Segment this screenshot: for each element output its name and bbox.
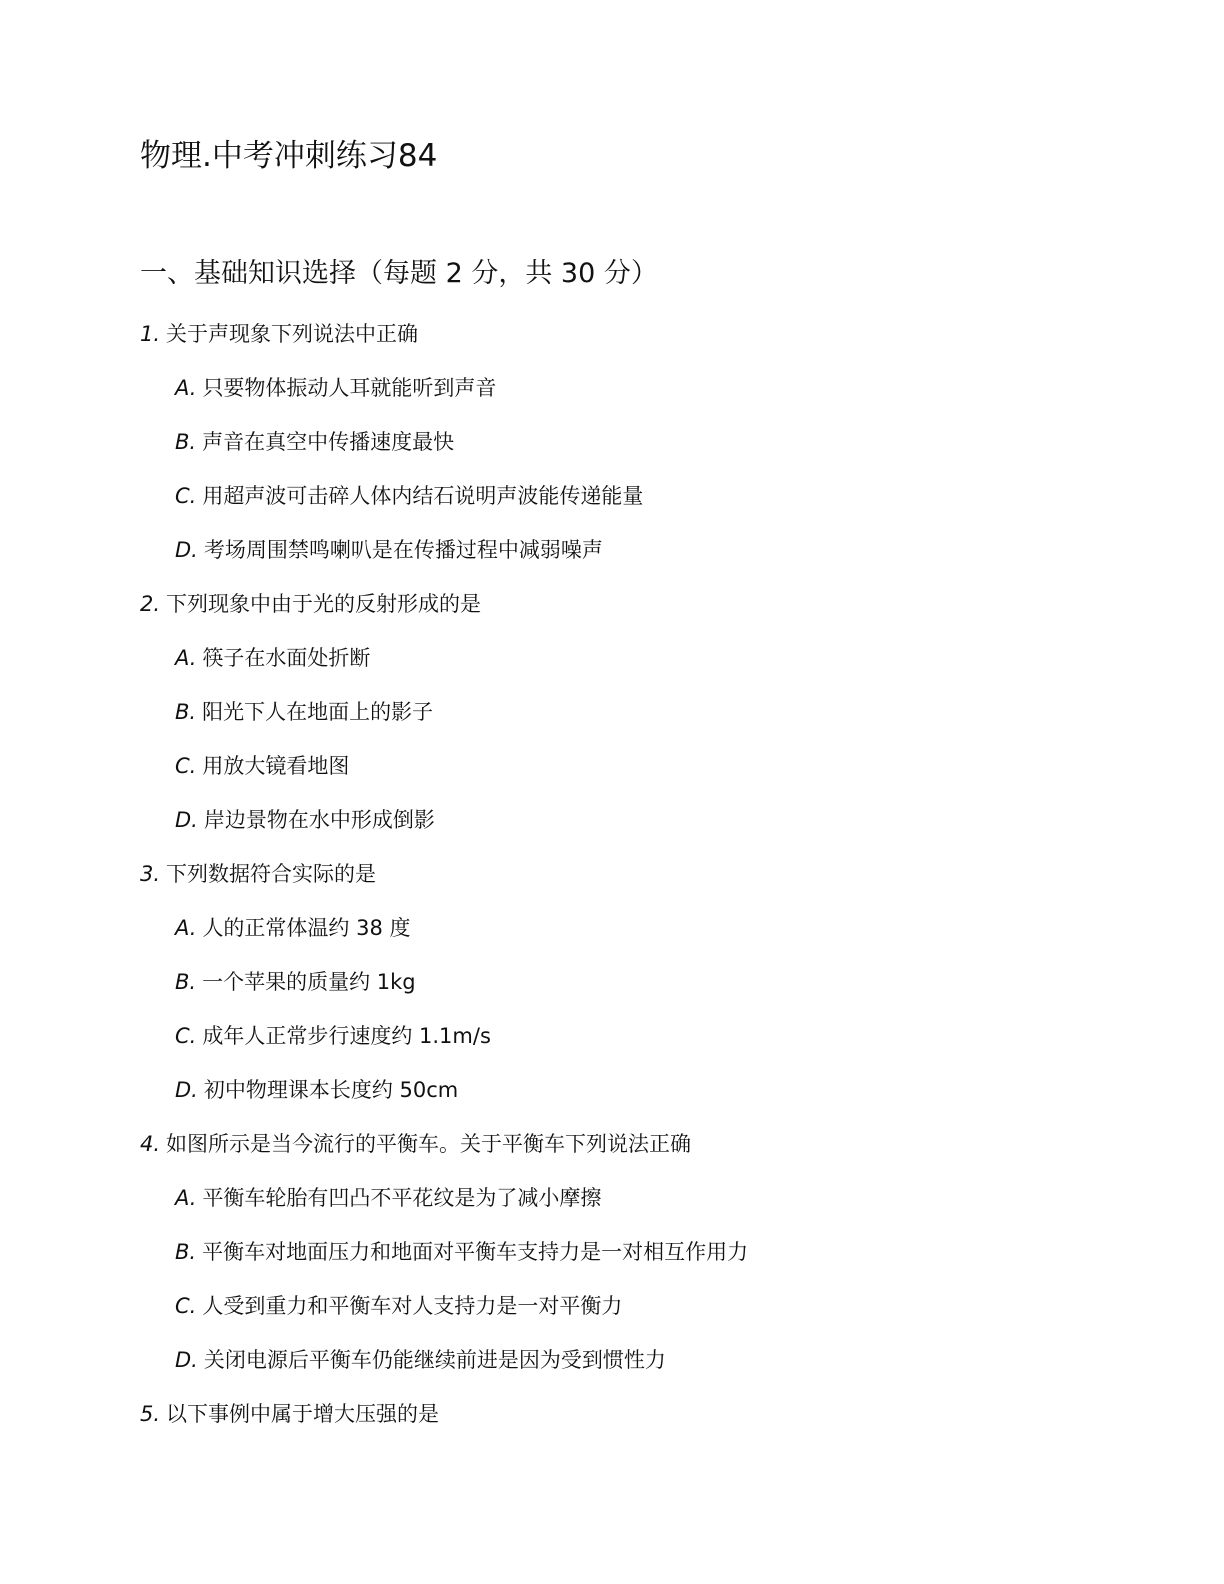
option-text: 用放大镜看地图 <box>202 754 350 778</box>
question-4 <box>140 1129 691 1159</box>
question-number: 5. <box>140 1402 161 1426</box>
document-title: 物理.中考冲刺练习84 <box>140 138 438 174</box>
option-text: 成年人正常步行速度约 1.1m/s <box>202 1024 491 1048</box>
option-letter: A. <box>175 376 197 400</box>
question-1 <box>140 319 418 349</box>
question-number: 3. <box>140 862 161 886</box>
option-letter: D. <box>175 1078 198 1102</box>
option-letter: A. <box>175 646 197 670</box>
question-text: 下列数据符合实际的是 <box>166 862 377 886</box>
question-1-option-c <box>175 481 643 511</box>
question-text: 关于声现象下列说法中正确 <box>166 322 419 346</box>
option-letter: B. <box>175 1240 197 1264</box>
option-letter: C. <box>175 1294 197 1318</box>
option-letter: A. <box>175 916 197 940</box>
question-1-option-b <box>175 427 454 457</box>
option-letter: C. <box>175 754 197 778</box>
question-4-option-c <box>175 1291 622 1321</box>
question-3 <box>140 859 376 889</box>
question-2-option-c <box>175 751 349 781</box>
option-text: 只要物体振动人耳就能听到声音 <box>202 376 497 400</box>
question-4-option-a <box>175 1183 601 1213</box>
question-5 <box>140 1399 439 1429</box>
question-text: 以下事例中属于增大压强的是 <box>166 1402 440 1426</box>
question-3-option-b <box>175 967 416 997</box>
option-letter: D. <box>175 1348 198 1372</box>
option-letter: D. <box>175 808 198 832</box>
question-4-option-b <box>175 1237 748 1267</box>
question-1-option-a <box>175 373 496 403</box>
question-number: 4. <box>140 1132 161 1156</box>
option-letter: B. <box>175 430 197 454</box>
option-letter: C. <box>175 484 197 508</box>
option-text: 声音在真空中传播速度最快 <box>202 430 455 454</box>
option-letter: B. <box>175 970 197 994</box>
question-3-option-d <box>175 1075 458 1105</box>
option-text: 筷子在水面处折断 <box>202 646 371 670</box>
option-text: 岸边景物在水中形成倒影 <box>203 808 435 832</box>
option-text: 平衡车轮胎有凹凸不平花纹是为了减小摩擦 <box>202 1186 602 1210</box>
question-3-option-c <box>175 1021 491 1051</box>
option-text: 关闭电源后平衡车仍能继续前进是因为受到惯性力 <box>203 1348 666 1372</box>
option-letter: C. <box>175 1024 197 1048</box>
question-4-option-d <box>175 1345 666 1375</box>
question-text: 下列现象中由于光的反射形成的是 <box>166 592 482 616</box>
option-text: 用超声波可击碎人体内结石说明声波能传递能量 <box>202 484 644 508</box>
question-2 <box>140 589 481 619</box>
question-2-option-b <box>175 697 433 727</box>
option-text: 平衡车对地面压力和地面对平衡车支持力是一对相互作用力 <box>202 1240 749 1264</box>
question-1-option-d <box>175 535 603 565</box>
question-number: 2. <box>140 592 161 616</box>
option-text: 一个苹果的质量约 1kg <box>202 970 416 994</box>
option-letter: A. <box>175 1186 197 1210</box>
question-2-option-a <box>175 643 370 673</box>
question-number: 1. <box>140 322 161 346</box>
option-text: 人受到重力和平衡车对人支持力是一对平衡力 <box>202 1294 623 1318</box>
option-text: 初中物理课本长度约 50cm <box>203 1078 459 1102</box>
section-heading: 一、基础知识选择（每题 2 分，共 30 分） <box>140 258 658 289</box>
question-2-option-d <box>175 805 435 835</box>
option-letter: B. <box>175 700 197 724</box>
option-text: 考场周围禁鸣喇叭是在传播过程中减弱噪声 <box>203 538 603 562</box>
option-text: 人的正常体温约 38 度 <box>202 916 411 940</box>
option-text: 阳光下人在地面上的影子 <box>202 700 434 724</box>
question-3-option-a <box>175 913 411 943</box>
option-letter: D. <box>175 538 198 562</box>
question-text: 如图所示是当今流行的平衡车。关于平衡车下列说法正确 <box>166 1132 692 1156</box>
